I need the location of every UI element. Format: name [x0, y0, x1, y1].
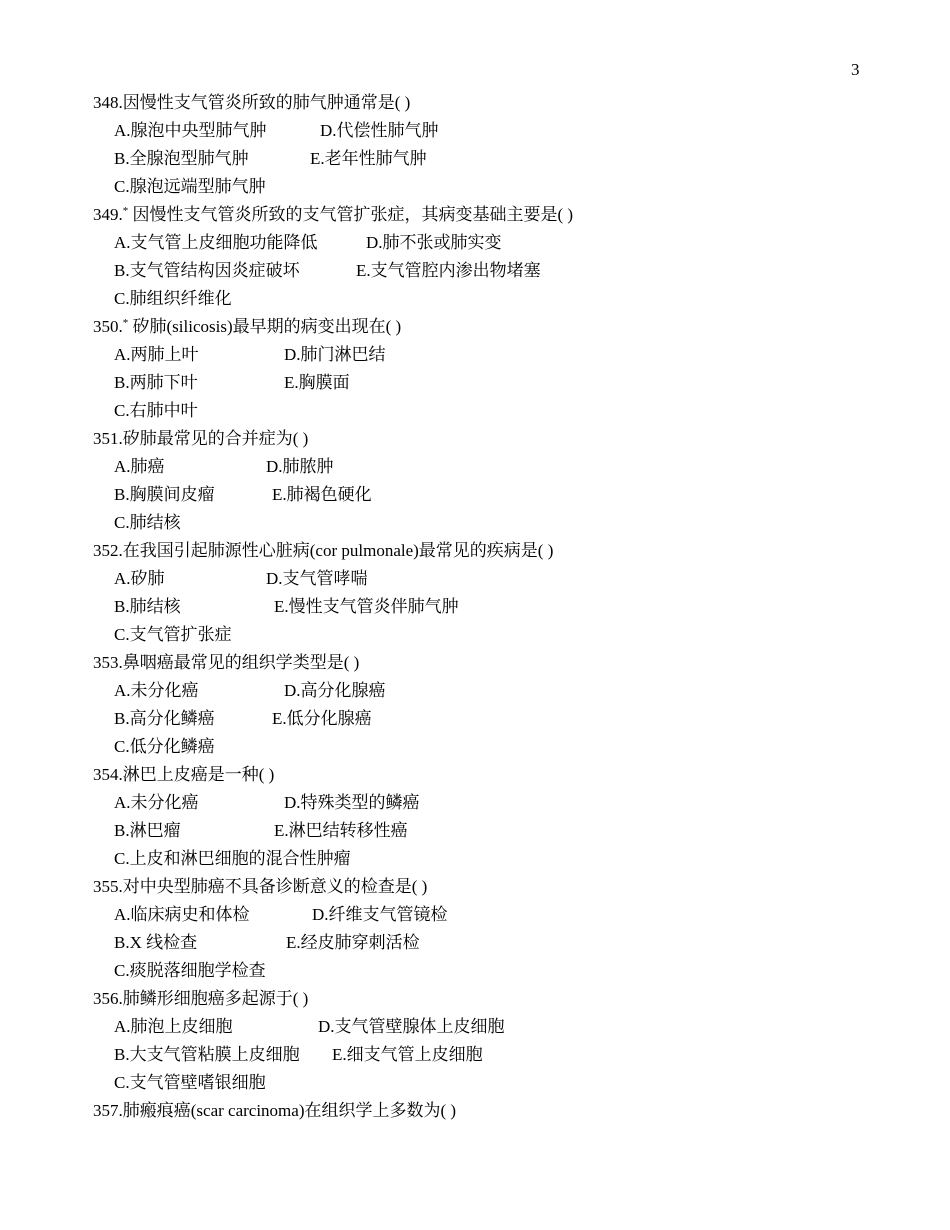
option-item: D.代偿性肺气肿 [320, 121, 439, 140]
option-row [93, 957, 893, 985]
question-stem [93, 761, 893, 789]
option-item: C.支气管扩张症 [114, 625, 232, 644]
option-item: C.痰脱落细胞学检查 [114, 961, 266, 980]
option-item: E.肺褐色硬化 [272, 485, 372, 504]
question-text: 肺瘢痕癌(scar carcinoma)在组织学上多数为( ) [122, 1101, 457, 1120]
option-row [93, 229, 893, 257]
option-item: E.经皮肺穿刺活检 [286, 933, 420, 952]
question-text: 因慢性支气管炎所致的肺气肿通常是( ) [122, 93, 411, 112]
option-item: A.肺泡上皮细胞 [114, 1017, 233, 1036]
option-item: D.肺脓肿 [266, 457, 334, 476]
option-item: B.大支气管粘膜上皮细胞 [114, 1045, 300, 1064]
question-number: 349. [93, 205, 123, 224]
question-stem [93, 201, 893, 229]
option-row [93, 1013, 893, 1041]
option-row [93, 929, 893, 957]
option-item: A.临床病史和体检 [114, 905, 250, 924]
option-row [93, 397, 893, 425]
option-row [93, 285, 893, 313]
question-stem [93, 313, 893, 341]
option-row [93, 481, 893, 509]
option-item: B.肺结核 [114, 597, 181, 616]
option-row [93, 1069, 893, 1097]
question-number: 356. [93, 989, 123, 1008]
question-stem [93, 873, 893, 901]
option-item: E.老年性肺气肿 [310, 149, 427, 168]
option-row [93, 369, 893, 397]
option-item: C.肺结核 [114, 513, 181, 532]
option-item: E.胸膜面 [284, 373, 350, 392]
option-item: B.全腺泡型肺气肿 [114, 149, 249, 168]
star-mark: * [122, 317, 129, 329]
option-item: C.腺泡远端型肺气肿 [114, 177, 266, 196]
option-row [93, 677, 893, 705]
option-row [93, 901, 893, 929]
option-item: C.低分化鳞癌 [114, 737, 215, 756]
option-row [93, 733, 893, 761]
option-row [93, 117, 893, 145]
question-number: 351. [93, 429, 123, 448]
option-item: B.支气管结构因炎症破坏 [114, 261, 300, 280]
question-stem [93, 537, 893, 565]
option-row [93, 845, 893, 873]
option-row [93, 1041, 893, 1069]
option-item: D.特殊类型的鳞癌 [284, 793, 420, 812]
option-item: B.胸膜间皮瘤 [114, 485, 215, 504]
option-item: A.未分化癌 [114, 681, 199, 700]
option-item: D.支气管壁腺体上皮细胞 [318, 1017, 505, 1036]
option-item: A.支气管上皮细胞功能降低 [114, 233, 318, 252]
option-row [93, 453, 893, 481]
question-stem [93, 985, 893, 1013]
question-number: 348. [93, 93, 123, 112]
option-item: A.两肺上叶 [114, 345, 199, 364]
star-mark: * [122, 205, 129, 217]
option-item: D.纤维支气管镜检 [312, 905, 448, 924]
option-row [93, 593, 893, 621]
option-row [93, 173, 893, 201]
option-item: E.慢性支气管炎伴肺气肿 [274, 597, 459, 616]
option-item: B.X 线检查 [114, 933, 198, 952]
option-item: A.未分化癌 [114, 793, 199, 812]
question-text: 鼻咽癌最常见的组织学类型是( ) [122, 653, 360, 672]
option-item: A.肺癌 [114, 457, 165, 476]
option-item: A.腺泡中央型肺气肿 [114, 121, 267, 140]
page-number: 3 [851, 60, 860, 79]
question-stem [93, 89, 893, 117]
question-stem [93, 425, 893, 453]
option-item: E.低分化腺癌 [272, 709, 372, 728]
question-stem [93, 649, 893, 677]
option-item: D.支气管哮喘 [266, 569, 368, 588]
question-number: 354. [93, 765, 123, 784]
option-row [93, 817, 893, 845]
question-text: 肺鳞形细胞癌多起源于( ) [122, 989, 309, 1008]
question-stem [93, 1097, 893, 1125]
option-row [93, 705, 893, 733]
question-text: 矽肺最常见的合并症为( ) [122, 429, 309, 448]
option-item: E.支气管腔内渗出物堵塞 [356, 261, 541, 280]
question-number: 350. [93, 317, 123, 336]
option-row [93, 789, 893, 817]
option-row [93, 145, 893, 173]
option-item: B.高分化鳞癌 [114, 709, 215, 728]
option-item: C.右肺中叶 [114, 401, 198, 420]
question-text: 对中央型肺癌不具备诊断意义的检查是( ) [122, 877, 428, 896]
option-item: B.两肺下叶 [114, 373, 198, 392]
option-item: C.肺组织纤维化 [114, 289, 232, 308]
option-item: B.淋巴瘤 [114, 821, 181, 840]
question-number: 357. [93, 1101, 123, 1120]
option-row [93, 621, 893, 649]
question-number: 355. [93, 877, 123, 896]
question-text: 在我国引起肺源性心脏病(cor pulmonale)最常见的疾病是( ) [122, 541, 554, 560]
option-row [93, 341, 893, 369]
question-number: 353. [93, 653, 123, 672]
option-row [93, 565, 893, 593]
question-text: 矽肺(silicosis)最早期的病变出现在( ) [128, 317, 402, 336]
option-item: D.肺门淋巴结 [284, 345, 386, 364]
option-item: A.矽肺 [114, 569, 165, 588]
option-item: E.淋巴结转移性癌 [274, 821, 408, 840]
option-row [93, 509, 893, 537]
question-number: 352. [93, 541, 123, 560]
option-item: C.支气管壁嗜银细胞 [114, 1073, 266, 1092]
question-text: 淋巴上皮癌是一种( ) [122, 765, 275, 784]
option-item: D.肺不张或肺实变 [366, 233, 502, 252]
option-item: C.上皮和淋巴细胞的混合性肿瘤 [114, 849, 351, 868]
question-list [93, 89, 893, 1125]
question-text: 因慢性支气管炎所致的支气管扩张症，其病变基础主要是( ) [128, 205, 574, 224]
option-item: E.细支气管上皮细胞 [332, 1045, 483, 1064]
option-row [93, 257, 893, 285]
option-item: D.高分化腺癌 [284, 681, 386, 700]
